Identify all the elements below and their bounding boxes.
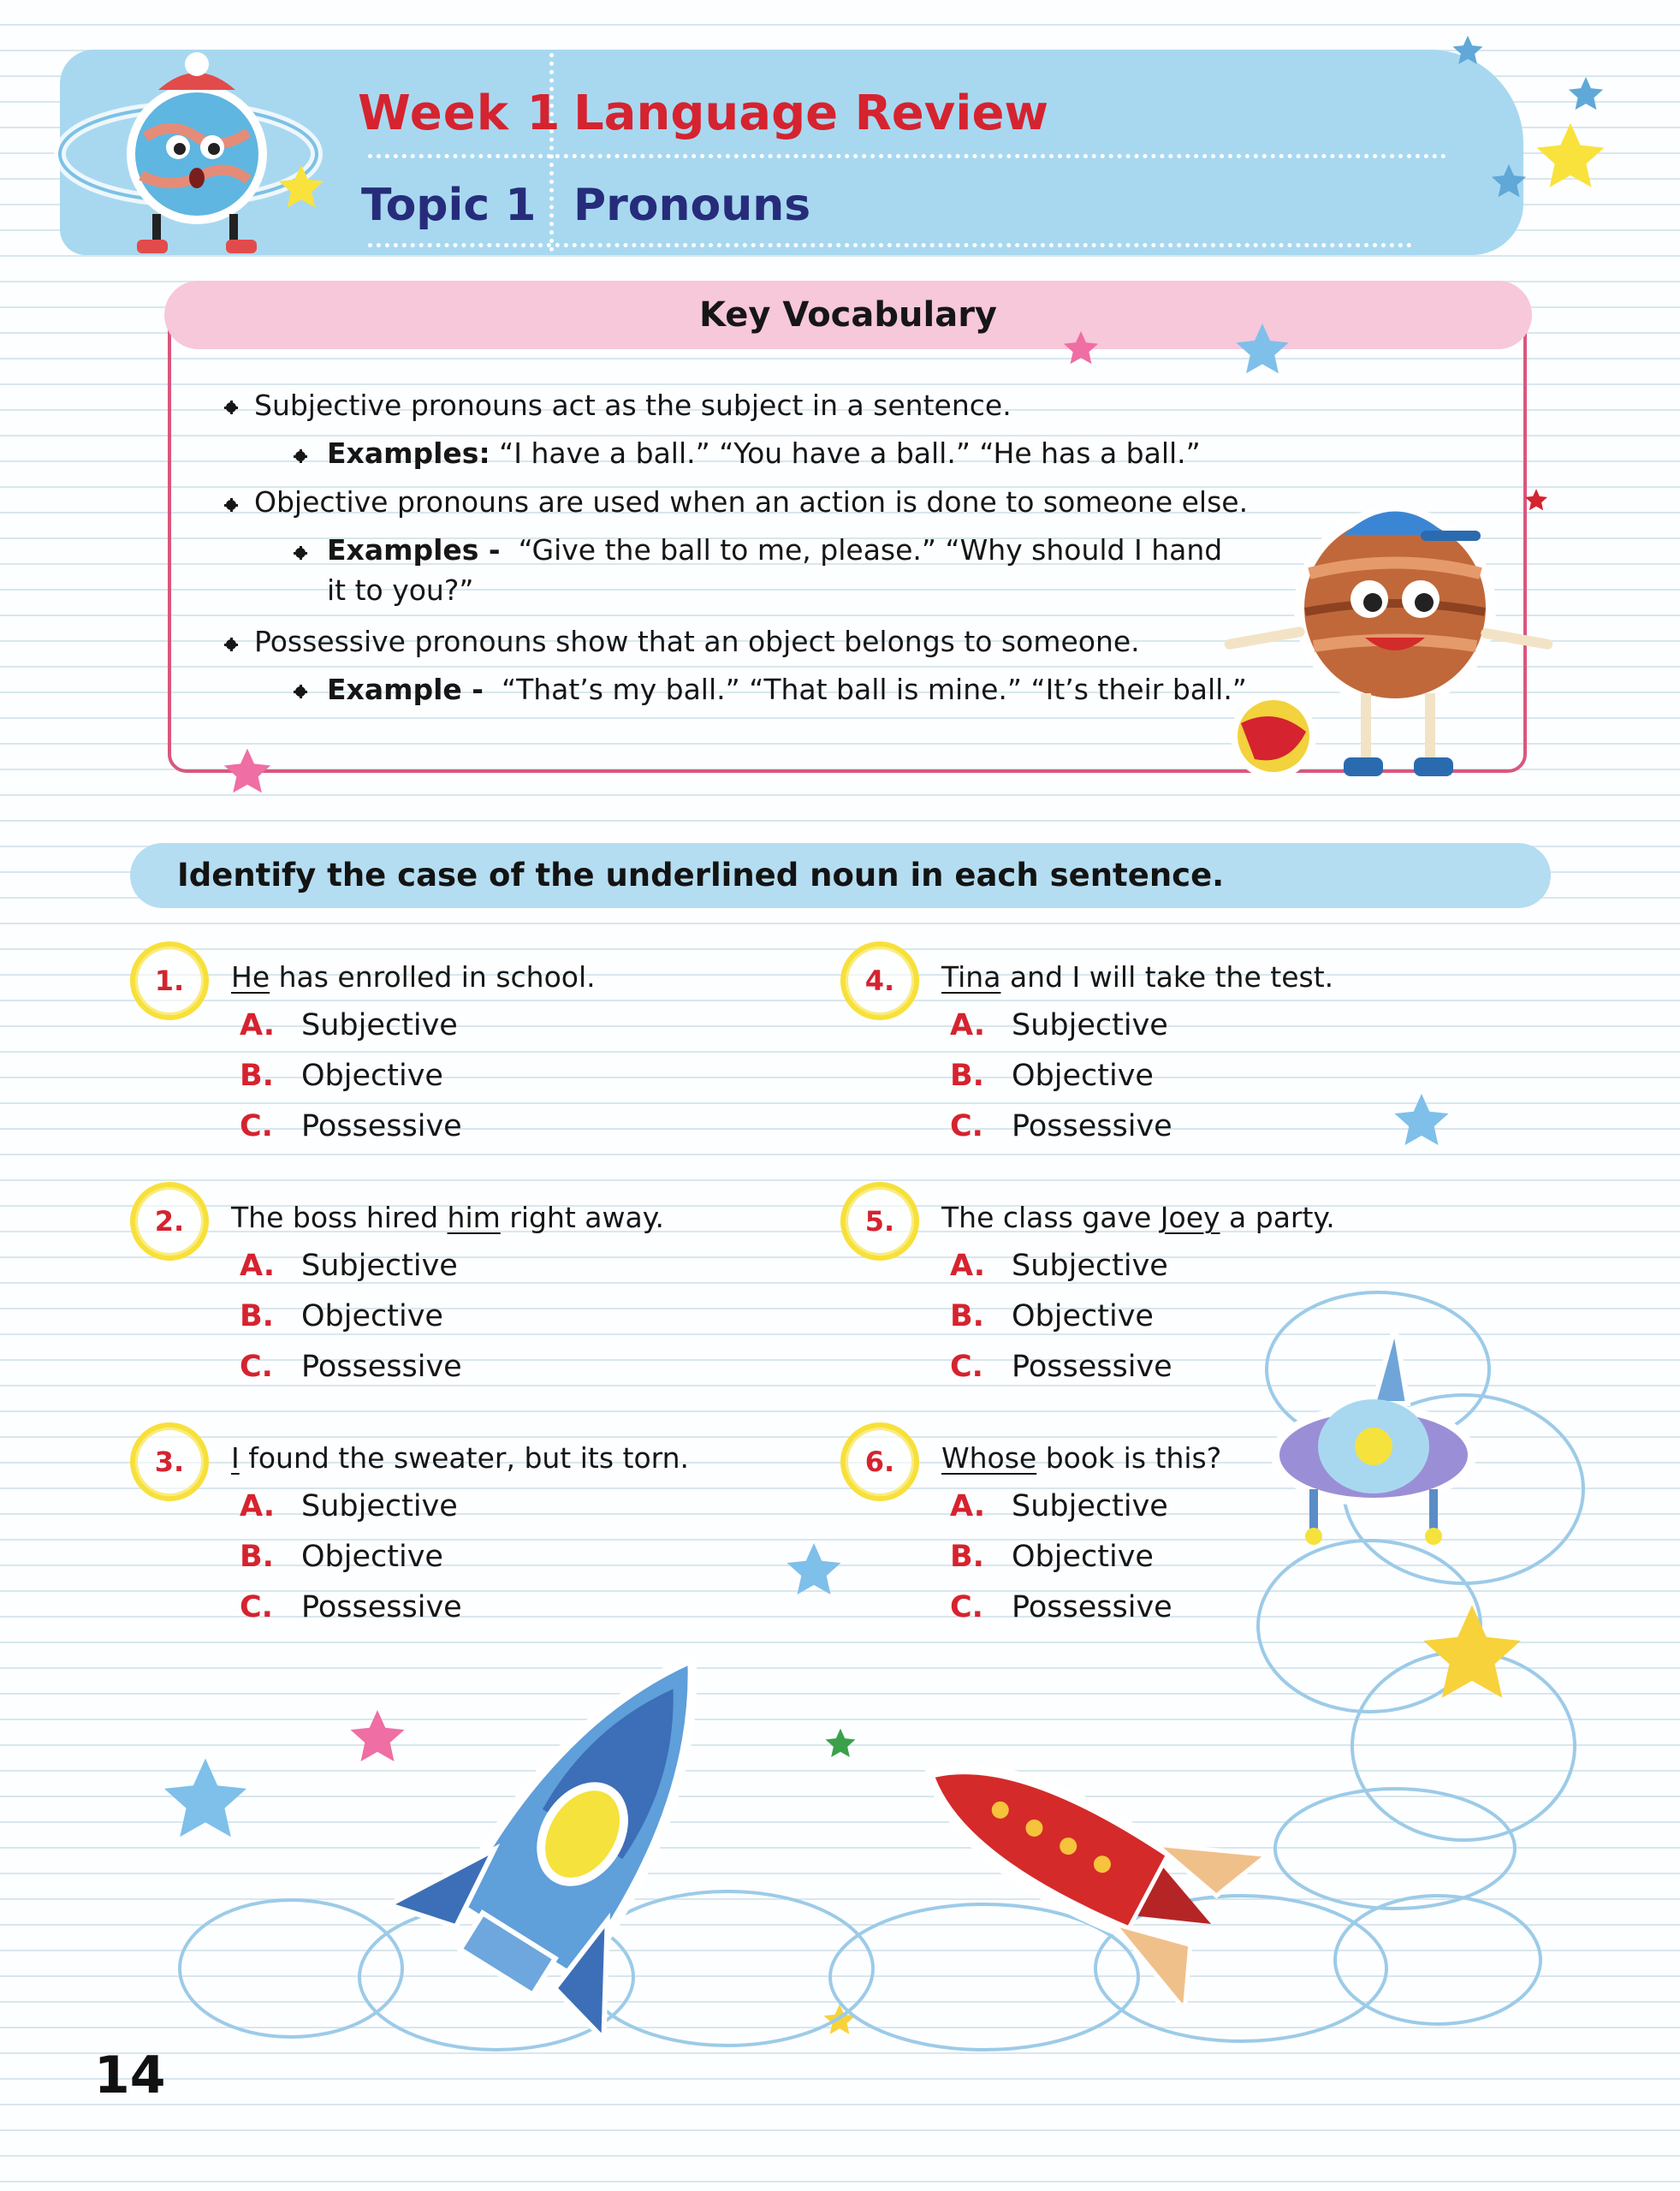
star-icon (1232, 321, 1292, 381)
planet-mascot-illustration (51, 34, 334, 265)
page-number: 14 (94, 2046, 166, 2105)
jupiter-character-illustration (1215, 462, 1558, 796)
key-vocabulary-header (164, 281, 1532, 349)
question-number: 1. (154, 965, 185, 997)
red-rocket-illustration (882, 1729, 1292, 2003)
ufo-spaceship-illustration (1267, 1318, 1481, 1558)
instruction-bar (130, 843, 1551, 908)
answer-option-b[interactable]: B. Objective (240, 1540, 443, 1574)
question-number: 5. (864, 1205, 895, 1238)
blue-rocket-illustration (368, 1609, 779, 2088)
underlined-pronoun: him (447, 1201, 501, 1234)
answer-option-c[interactable]: C. Possessive (950, 1109, 1172, 1143)
star-icon (1391, 1091, 1452, 1153)
underlined-pronoun: Tina (941, 960, 1001, 994)
header-divider (368, 243, 1412, 247)
answer-option-b[interactable]: B. Objective (240, 1299, 443, 1333)
vocab-example (327, 530, 1222, 571)
question-sentence: The boss hired him right away. (231, 1201, 665, 1234)
question-number-highlight (130, 1182, 209, 1261)
header-divider (368, 154, 1446, 158)
question-number: 6. (864, 1446, 895, 1478)
answer-option-c[interactable]: C. Possessive (240, 1109, 462, 1143)
star-icon (276, 163, 327, 214)
answer-option-b[interactable]: B. Objective (950, 1059, 1154, 1093)
question-2 (130, 1182, 781, 1387)
star-icon (1532, 120, 1609, 197)
answer-option-a[interactable]: A. Subjective (240, 1489, 458, 1523)
star-icon (783, 1541, 845, 1602)
topic-label: Topic 1 (361, 180, 537, 231)
bullet-icon (294, 449, 307, 463)
question-number-highlight (130, 941, 209, 1020)
question-number-highlight (840, 941, 919, 1020)
star-icon (1061, 330, 1101, 369)
vocab-example-continued: it to you?” (327, 573, 474, 607)
header-divider (549, 53, 554, 252)
bullet-icon (224, 498, 238, 512)
vocab-definition: Possessive pronouns show that an object belongs to someone. (254, 625, 1140, 658)
star-icon (1416, 1600, 1528, 1712)
week-label: Week 1 (358, 86, 561, 141)
underlined-pronoun: He (231, 960, 270, 994)
star-icon (221, 746, 274, 799)
question-sentence: He has enrolled in school. (231, 960, 596, 994)
answer-option-b[interactable]: B. Objective (240, 1059, 443, 1093)
topic-title: Pronouns (573, 180, 811, 231)
question-number-highlight (840, 1422, 919, 1501)
star-icon (1489, 163, 1529, 202)
question-sentence: I found the sweater, but its torn. (231, 1441, 690, 1475)
question-number-highlight (840, 1182, 919, 1261)
answer-option-c[interactable]: C. Possessive (950, 1590, 1172, 1624)
question-number-highlight (130, 1422, 209, 1501)
bullet-icon (294, 546, 307, 560)
question-number: 3. (154, 1446, 185, 1478)
answer-option-a[interactable]: A. Subjective (950, 1489, 1168, 1523)
vocab-example-label: Examples - (327, 533, 501, 567)
answer-option-a[interactable]: A. Subjective (240, 1008, 458, 1042)
answer-option-c[interactable]: C. Possessive (950, 1350, 1172, 1384)
answer-option-a[interactable]: A. Subjective (950, 1249, 1168, 1283)
vocab-example-label: Example - (327, 673, 484, 706)
underlined-pronoun: Whose (941, 1441, 1037, 1475)
star-icon (1451, 34, 1485, 68)
instruction-text: Identify the case of the underlined noun in each sentence. (177, 857, 1225, 894)
vocab-example (327, 433, 1201, 474)
answer-option-c[interactable]: C. Possessive (240, 1590, 462, 1624)
answer-option-a[interactable]: A. Subjective (240, 1249, 458, 1283)
bullet-icon (224, 401, 238, 414)
answer-option-c[interactable]: C. Possessive (240, 1350, 462, 1384)
question-number: 4. (864, 965, 895, 997)
bullet-icon (294, 685, 307, 698)
question-sentence: The class gave Joey a party. (941, 1201, 1335, 1234)
key-vocabulary-heading: Key Vocabulary (699, 295, 997, 335)
underlined-pronoun: Joey (1160, 1201, 1220, 1234)
vocab-example-label: Examples: (327, 436, 490, 470)
answer-option-a[interactable]: A. Subjective (950, 1008, 1168, 1042)
answer-option-b[interactable]: B. Objective (950, 1540, 1154, 1574)
vocab-example (327, 669, 1247, 710)
vocab-example-text: “That’s my ball.” “That ball is mine.” “It’s their ball.” (501, 673, 1247, 706)
vocab-example-text: “I have a ball.” “You have a ball.” “He has a ball.” (499, 436, 1201, 470)
question-sentence: Tina and I will take the test. (941, 960, 1334, 994)
vocab-definition: Subjective pronouns act as the subject in a sentence. (254, 389, 1012, 422)
question-sentence: Whose book is this? (941, 1441, 1222, 1475)
vocab-definition: Objective pronouns are used when an action is done to someone else. (254, 485, 1249, 519)
answer-option-b[interactable]: B. Objective (950, 1299, 1154, 1333)
star-icon (158, 1755, 252, 1849)
question-1 (130, 941, 781, 1147)
star-icon (1566, 75, 1606, 115)
vocab-example-text: “Give the ball to me, please.” “Why should I hand (518, 533, 1223, 567)
bullet-icon (224, 638, 238, 651)
star-icon (823, 1727, 858, 1761)
question-number: 2. (154, 1205, 185, 1238)
section-title: Language Review (573, 86, 1049, 141)
question-3 (130, 1422, 781, 1628)
star-icon (1523, 488, 1549, 514)
underlined-pronoun: I (231, 1441, 240, 1475)
